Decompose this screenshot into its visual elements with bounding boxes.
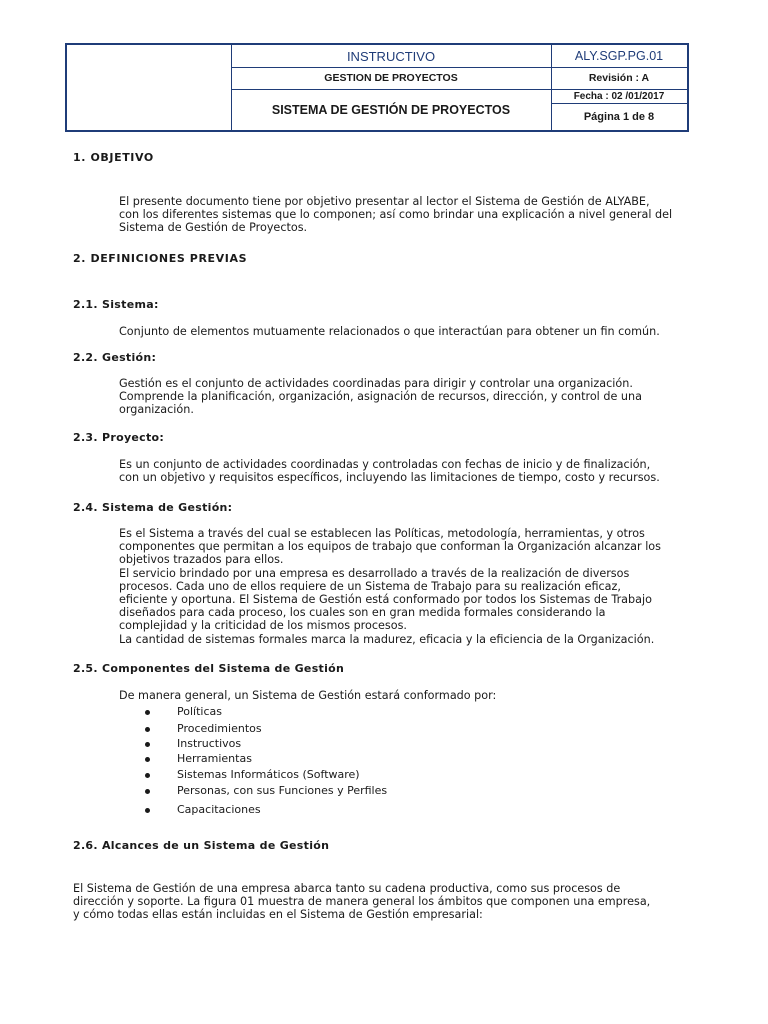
bullet-icon	[145, 773, 150, 778]
sistema-gestion-paragraph	[119, 527, 695, 646]
header-title: SISTEMA DE GESTIÓN DE PROYECTOS	[271, 102, 511, 117]
bullet-icon	[145, 710, 150, 715]
bullet-icon	[145, 808, 150, 813]
section-heading-objetivo: 1. OBJETIVO	[73, 151, 154, 164]
paragraph-line: Gestión es el conjunto de actividades coordinadas para dirigir y controlar una organización.	[119, 377, 633, 390]
paragraph-line: con un objetivo y requisitos específicos, incluyendo las limitaciones de tiempo, costo y recursos.	[119, 471, 660, 485]
paragraph-line: diseñados para cada proceso, los cuales son en gran medida formales considerando la	[119, 606, 606, 620]
componentes-intro	[119, 689, 695, 702]
paragraph-line: Es el Sistema a través del cual se establecen las Políticas, metodología, herramientas, y otros	[119, 527, 645, 540]
subsection-heading-alcances: 2.6. Alcances de un Sistema de Gestión	[73, 839, 330, 852]
bullet-icon	[145, 727, 150, 732]
paragraph-line: procesos. Cada uno de ellos requiere de un Sistema de Trabajo para su realización eficaz,	[119, 579, 621, 593]
subsection-heading-proyecto: 2.3. Proyecto:	[73, 431, 165, 444]
subsection-heading-componentes: 2.5. Componentes del Sistema de Gestión	[73, 662, 345, 675]
bullet-icon	[145, 742, 150, 747]
header-revision: Revisión : A	[588, 72, 650, 84]
bullet-icon	[145, 757, 150, 762]
header-doc-code: ALY.SGP.PG.01	[574, 49, 664, 63]
subsection-heading-sistema-gestion: 2.4. Sistema de Gestión:	[73, 501, 233, 514]
header-doc-type: INSTRUCTIVO	[346, 48, 436, 64]
sistema-paragraph	[119, 325, 695, 338]
paragraph-line: eficiente y oportuna. El Sistema de Gestión está conformado por todos los Sistemas de Trabajo	[119, 593, 652, 607]
bullet-icon	[145, 789, 150, 794]
paragraph-line: componentes que permitan a los equipos de trabajo que conforman la Organización alcanzar los	[119, 540, 661, 554]
paragraph-line: La cantidad de sistemas formales marca la madurez, eficacia y la eficiencia de la Organización.	[119, 632, 655, 646]
header-page-number: Página 1 de 8	[583, 110, 655, 123]
subsection-heading-sistema: 2.1. Sistema:	[73, 298, 159, 311]
section-heading-definiciones: 2. DEFINICIONES PREVIAS	[73, 252, 248, 265]
paragraph-line: organización.	[119, 403, 194, 417]
alcances-paragraph	[73, 882, 695, 922]
paragraph-line: dirección y soporte. La figura 01 muestra de manera general los ámbitos que componen una empresa,	[73, 895, 651, 909]
paragraph-line: El presente documento tiene por objetivo presentar al lector el Sistema de Gestión de ALYABE,	[119, 195, 650, 208]
paragraph-line: objetivos trazados para ellos.	[119, 553, 284, 567]
paragraph-line: Es un conjunto de actividades coordinadas y controladas con fechas de inicio y de finalización,	[119, 458, 651, 471]
paragraph-line: con los diferentes sistemas que lo componen; así como brindar una explicación a nivel general del	[119, 208, 673, 222]
header-date: Fecha : 02 /01/2017	[573, 90, 665, 102]
paragraph-line: y cómo todas ellas están incluidas en el Sistema de Gestión empresarial:	[73, 908, 483, 922]
proyecto-paragraph	[119, 458, 695, 484]
document-header-table	[65, 43, 689, 132]
paragraph-line: Conjunto de elementos mutuamente relacionados o que interactúan para obtener un fin común.	[119, 325, 660, 338]
subsection-heading-gestion: 2.2. Gestión:	[73, 351, 157, 364]
paragraph-line: complejidad y la criticidad de los mismos procesos.	[119, 619, 407, 633]
objetivo-paragraph	[119, 195, 695, 235]
paragraph-line: El Sistema de Gestión de una empresa abarca tanto su cadena productiva, como sus procesos de	[73, 882, 621, 895]
paragraph-line: De manera general, un Sistema de Gestión estará conformado por:	[119, 689, 497, 702]
paragraph-line: Sistema de Gestión de Proyectos.	[119, 221, 308, 235]
paragraph-line: El servicio brindado por una empresa es desarrollado a través de la realización de diversos	[119, 566, 630, 580]
gestion-paragraph	[119, 377, 695, 417]
paragraph-line: Comprende la planificación, organización, asignación de recursos, dirección, y control de una	[119, 390, 642, 404]
header-area: GESTION DE PROYECTOS	[324, 72, 458, 84]
